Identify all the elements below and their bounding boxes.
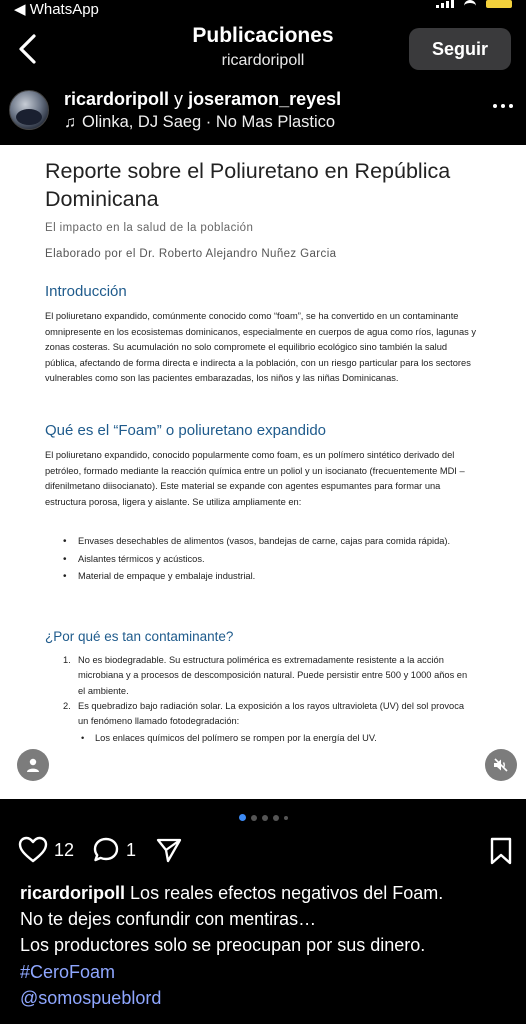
list-text: Es quebradizo bajo radiación solar. La exposición a los rayos ultravioleta (UV) del sol provoca un fenómeno llamado fotodegradación:: [78, 700, 465, 727]
speaker-muted-icon: [492, 756, 510, 774]
sub-reason: • Los enlaces químicos del polímero se rompen por la energía del UV.: [95, 731, 475, 746]
heart-icon: [18, 836, 48, 864]
author-joiner: y: [174, 89, 184, 109]
document-title: Reporte sobre el Poliuretano en República Dominicana: [45, 159, 451, 211]
why-heading: ¿Por qué es tan contaminante?: [45, 629, 234, 644]
status-icons: [436, 0, 512, 8]
uses-list: [63, 534, 473, 587]
hashtag-link[interactable]: #CeroFoam: [20, 961, 116, 982]
list-text: No es biodegradable. Su estructura polimérica es extremadamente resistente a la acción microbiana y a procesos de descomposición natural. Puede persistir entre 500 y 1000 años en el ambiente.: [78, 655, 468, 696]
caption-line: No te dejes confundir con mentiras…: [20, 909, 317, 930]
like-button[interactable]: [18, 836, 74, 864]
intro-paragraph: El poliuretano expandido, comúnmente conocido como “foam”, se ha convertido en un contaminante omnipresente en los ecosistemas dominicanos, especialmente en cuerpos de agua como ríos, lagunas y zonas costeras. Su acumulación no solo compromete el equilibrio ecológico sino también la salud pública, afectando de forma directa e indirecta a la población, con un riesgo particular para los sectores vulnerables como son las pacientes embarazadas, los niños y las niñas Dominicanas.: [45, 311, 476, 384]
more-options-button[interactable]: [490, 96, 516, 116]
music-link[interactable]: [64, 113, 335, 132]
list-item: [63, 699, 473, 730]
intro-heading: Introducción: [45, 283, 127, 300]
document-subtitle: El impacto en la salud de la población: [45, 222, 254, 234]
carousel-dot: [239, 814, 246, 821]
bookmark-icon: [488, 836, 514, 866]
post-image-document[interactable]: [0, 145, 526, 799]
author-primary-link[interactable]: ricardoripoll: [64, 89, 170, 109]
header: [0, 22, 526, 78]
foam-paragraph: El poliuretano expandido, conocido popularmente como foam, es un polímero sintético derivado del petróleo, formado mediante la reacción química entre un poliol y un isocianato (frecuentemente MDI – difenilmetano diisocianato). Este material se expande con agentes espumantes para formar una estructura porosa, ligera y aislante. Se utiliza ampliamente en:: [45, 450, 465, 507]
list-item: • Aislantes térmicos y acústicos.: [63, 552, 473, 568]
list-item: [63, 653, 473, 699]
mention-link[interactable]: @somospueblord: [20, 987, 162, 1008]
mute-button[interactable]: [485, 749, 517, 781]
page-subtitle: ricardoripoll: [221, 52, 305, 69]
caption-line: Los productores solo se preocupan por sus dinero.: [20, 935, 426, 956]
wifi-icon: [464, 0, 476, 8]
tagged-users-button[interactable]: [17, 749, 49, 781]
status-bar: [0, 0, 526, 20]
carousel-dot: [262, 815, 268, 821]
list-item: • Envases desechables de alimentos (vasos, bandejas de carne, cajas para comida rápida).: [63, 534, 473, 550]
document-author: Elaborado por el Dr. Roberto Alejandro Nuñez Garcia: [45, 248, 337, 260]
list-number: 1.: [63, 655, 71, 665]
list-item: • Material de empaque y embalaje industrial.: [63, 569, 473, 585]
music-label: Olinka, DJ Saeg · No Mas Plastico: [82, 113, 336, 131]
carousel-dot: [251, 815, 257, 821]
page-title: Publicaciones: [192, 24, 334, 47]
back-to-whatsapp-link[interactable]: ◀ WhatsApp: [14, 1, 99, 18]
author-names: [64, 89, 341, 110]
battery-icon: [486, 0, 512, 8]
comment-count: 1: [126, 839, 137, 860]
like-count: 12: [54, 839, 75, 860]
post-caption: [20, 880, 516, 1011]
follow-button[interactable]: Seguir: [409, 28, 511, 70]
signal-icon: [436, 0, 454, 8]
post-author-row: [0, 86, 526, 140]
person-icon: [25, 757, 41, 773]
share-button[interactable]: [155, 836, 183, 864]
author-secondary-link[interactable]: joseramon_reyesl: [188, 89, 342, 109]
music-note-icon: ♫: [64, 113, 76, 131]
caption-username-link[interactable]: ricardoripoll: [20, 883, 126, 903]
send-icon: [155, 836, 183, 864]
carousel-dot: [273, 815, 279, 821]
avatar[interactable]: [9, 90, 49, 130]
reasons-list: [63, 653, 473, 729]
caption-line: Los reales efectos negativos del Foam.: [130, 883, 444, 903]
carousel-indicator: [0, 814, 526, 821]
foam-heading: Qué es el “Foam” o poliuretano expandido: [45, 422, 327, 439]
comment-icon: [92, 836, 120, 864]
list-number: 2.: [63, 700, 71, 711]
post-actions: [0, 834, 526, 870]
save-button[interactable]: [488, 836, 514, 871]
comment-button[interactable]: [92, 836, 136, 864]
carousel-dot: [284, 816, 288, 820]
